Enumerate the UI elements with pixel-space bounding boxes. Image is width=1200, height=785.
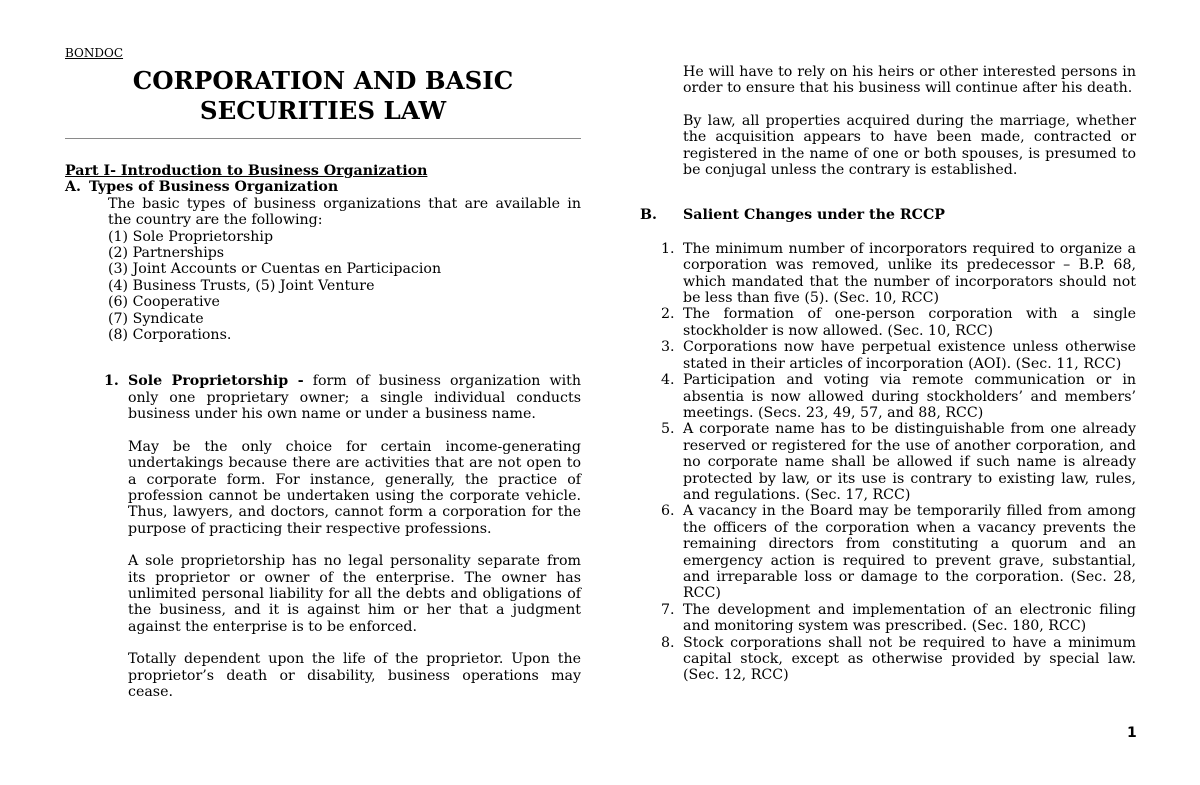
list-item: (4) Business Trusts, (5) Joint Venture	[108, 277, 375, 294]
item-number: 5.	[661, 421, 675, 438]
list-item: (8) Corporations.	[108, 327, 232, 344]
item-number: 2.	[661, 306, 675, 323]
list-item: (6) Cooperative	[108, 294, 220, 311]
page-number: 1	[1127, 725, 1137, 741]
sole-definition-text: form of business organization with only one proprietary owner; a single individual conducts business under his own name or under a business name.	[128, 373, 581, 423]
item-number: 8.	[661, 634, 675, 651]
item-number: 6.	[661, 503, 675, 520]
types-list	[108, 196, 581, 344]
list-item	[661, 240, 1136, 307]
heirs-paragraph: He will have to rely on his heirs or other interested persons in order to ensure that his business will continue after his death.	[683, 64, 1136, 97]
sole-proprietorship-definition	[104, 373, 581, 423]
author-name: BONDOC	[65, 46, 124, 60]
section-b-title: Salient Changes under the RCCP	[683, 207, 945, 224]
item-number: 3.	[661, 339, 675, 356]
item-text: Stock corporations shall not be required to have a minimum capital stock, except as otherwise provided by special law. (Sec. 12, RCC)	[683, 634, 1136, 684]
title-line-1: CORPORATION AND BASIC	[132, 66, 514, 95]
list-item	[661, 306, 1136, 339]
list-item	[661, 339, 1136, 372]
section-b-letter: B.	[640, 207, 657, 224]
list-item	[661, 634, 1136, 684]
list-item: (2) Partnerships	[108, 245, 225, 262]
list-item: (3) Joint Accounts or Cuentas en Participacion	[108, 261, 442, 278]
list-item	[661, 372, 1136, 421]
title-divider	[65, 138, 581, 139]
item-number: 4.	[661, 372, 675, 389]
section-a-letter: A.	[65, 179, 81, 196]
section-a-heading	[65, 179, 581, 196]
list-item	[661, 601, 1136, 635]
list-item: (7) Syndicate	[108, 310, 204, 327]
list-item	[661, 421, 1136, 503]
part-heading: Part I- Introduction to Business Organization	[65, 163, 428, 179]
section-a	[65, 179, 581, 196]
item-text: The development and implementation of an electronic filing and monitoring system was prescribed. (Sec. 180, RCC)	[683, 601, 1136, 635]
left-column	[65, 46, 581, 700]
section-b-heading	[640, 207, 1136, 223]
types-intro: The basic types of business organizations that are available in the country are the following:	[108, 195, 581, 229]
item-number: 7.	[661, 601, 675, 618]
item-text: A vacancy in the Board may be temporarily filled from among the officers of the corporation when a vacancy prevents the remaining directors from constituting a quorum and an emergency action is required to prevent grave, substantial, and irreparable loss or damage to the corporation. (Sec. 28, RCC)	[683, 503, 1136, 602]
document-title	[65, 66, 581, 126]
conjugal-paragraph: By law, all properties acquired during the marriage, whether the acquisition appears to have been made, contracted or registered in the name of one or both spouses, is presumed to be conjugal unless the contrary is established.	[683, 112, 1136, 179]
right-column	[640, 64, 1136, 684]
sole-paragraph-2: A sole proprietorship has no legal personality separate from its proprietor or owner of the enterprise. The owner has unlimited personal liability for all the debts and obligations of the business, and it is against him or her that a judgment against the enterprise is to be enforced.	[128, 553, 581, 635]
item-text: Corporations now have perpetual existence unless otherwise stated in their articles of incorporation (AOI). (Sec. 11, RCC)	[683, 339, 1136, 372]
list-item: (1) Sole Proprietorship	[108, 228, 274, 245]
item-text: A corporate name has to be distinguishable from one already reserved or registered for the use of another corporation, and no corporate name shall be allowed if such name is already protected by law, or its use is contrary to existing law, rules, and regulations. (Sec. 17, RCC)	[683, 421, 1136, 503]
section-a-title: Types of Business Organization	[89, 179, 339, 196]
item-number: 1.	[661, 240, 675, 257]
sole-number: 1.	[104, 373, 119, 390]
sole-term: Sole Proprietorship -	[128, 373, 304, 390]
title-line-2: SECURITIES LAW	[199, 96, 447, 125]
item-text: The formation of one-person corporation with a single stockholder is now allowed. (Sec. 10, RCC)	[683, 306, 1136, 339]
item-text: Participation and voting via remote communication or in absentia is now allowed during stockholders’ and members’ meetings. (Secs. 23, 49, 57, and 88, RCC)	[683, 372, 1136, 421]
sole-paragraph-3: Totally dependent upon the life of the proprietor. Upon the proprietor’s death or disability, business operations may cease.	[128, 651, 581, 700]
changes-list	[640, 241, 1136, 684]
item-text: The minimum number of incorporators required to organize a corporation was removed, unlike its predecessor – B.P. 68, which mandated that the number of incorporators should not be less than five (5). (Sec. 10, RCC)	[683, 240, 1136, 307]
sole-paragraph-1: May be the only choice for certain income-generating undertakings because there are activities that are not open to a corporate form. For instance, generally, the practice of profession cannot be undertaken using the corporate vehicle. Thus, lawyers, and doctors, cannot form a corporation for the purpose of practicing their respective professions.	[128, 438, 581, 537]
list-item	[661, 503, 1136, 602]
